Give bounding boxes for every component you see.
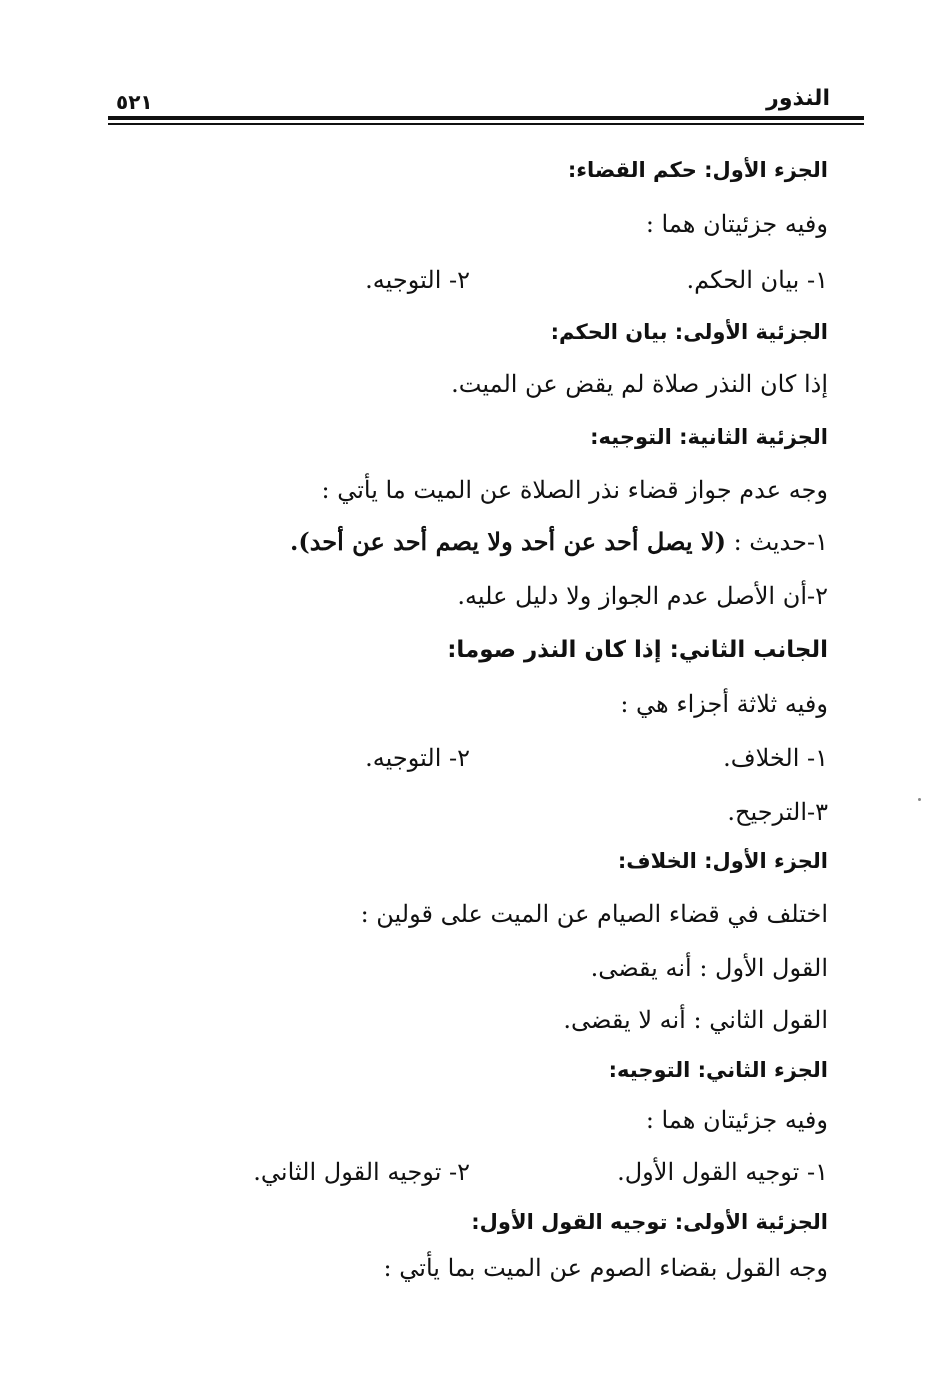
paragraph-line: وفيه ثلاثة أجزاء هي : bbox=[620, 690, 828, 718]
list-item: ٢- التوجيه. bbox=[365, 744, 470, 772]
paragraph-line: وفيه جزئيتان هما : bbox=[645, 210, 828, 238]
list-item: ٢- التوجيه. bbox=[365, 266, 470, 294]
sub-heading: الجزء الثاني: التوجيه: bbox=[608, 1058, 828, 1082]
sub-heading: الجزء الأول: الخلاف: bbox=[617, 849, 828, 873]
paragraph-line: القول الأول : أنه يقضى. bbox=[590, 954, 828, 982]
hadith-prefix: ١-حديث : bbox=[733, 528, 828, 556]
paragraph-line: ٢-أن الأصل عدم الجواز ولا دليل عليه. bbox=[457, 582, 828, 610]
paragraph-line: وفيه جزئيتان هما : bbox=[645, 1106, 828, 1134]
section-heading: الجزء الأول: حكم القضاء: bbox=[567, 158, 828, 182]
header-rule-thick bbox=[108, 116, 864, 120]
sub-heading: الجزئية الأولى: بيان الحكم: bbox=[550, 320, 828, 344]
list-item: ١- الخلاف. bbox=[723, 744, 828, 772]
paragraph-line: القول الثاني : أنه لا يقضى. bbox=[563, 1006, 828, 1034]
hadith-text: (لا يصل أحد عن أحد ولا يصم أحد عن أحد). bbox=[290, 527, 726, 556]
hadith-line bbox=[290, 526, 828, 558]
list-item: ١- بيان الحكم. bbox=[686, 266, 828, 294]
paragraph-line: وجه القول بقضاء الصوم عن الميت بما يأتي : bbox=[383, 1254, 828, 1282]
header-rule-thin bbox=[108, 123, 864, 125]
running-header-title: النذور bbox=[766, 86, 830, 111]
list-item: ١- توجيه القول الأول. bbox=[617, 1158, 828, 1186]
scan-speck bbox=[918, 798, 921, 801]
paragraph-line: اختلف في قضاء الصيام عن الميت على قولين : bbox=[360, 900, 828, 928]
page-number: ٥٢١ bbox=[116, 90, 153, 114]
section-heading: الجانب الثاني: إذا كان النذر صوما: bbox=[447, 637, 828, 663]
list-item: ٢- توجيه القول الثاني. bbox=[253, 1158, 470, 1186]
sub-heading: الجزئية الأولى: توجيه القول الأول: bbox=[471, 1210, 828, 1234]
list-item: ٣-الترجيح. bbox=[727, 798, 828, 826]
sub-heading: الجزئية الثانية: التوجيه: bbox=[590, 425, 828, 449]
paragraph-line: وجه عدم جواز قضاء نذر الصلاة عن الميت ما يأتي : bbox=[321, 476, 828, 504]
paragraph-line: إذا كان النذر صلاة لم يقض عن الميت. bbox=[451, 370, 828, 398]
